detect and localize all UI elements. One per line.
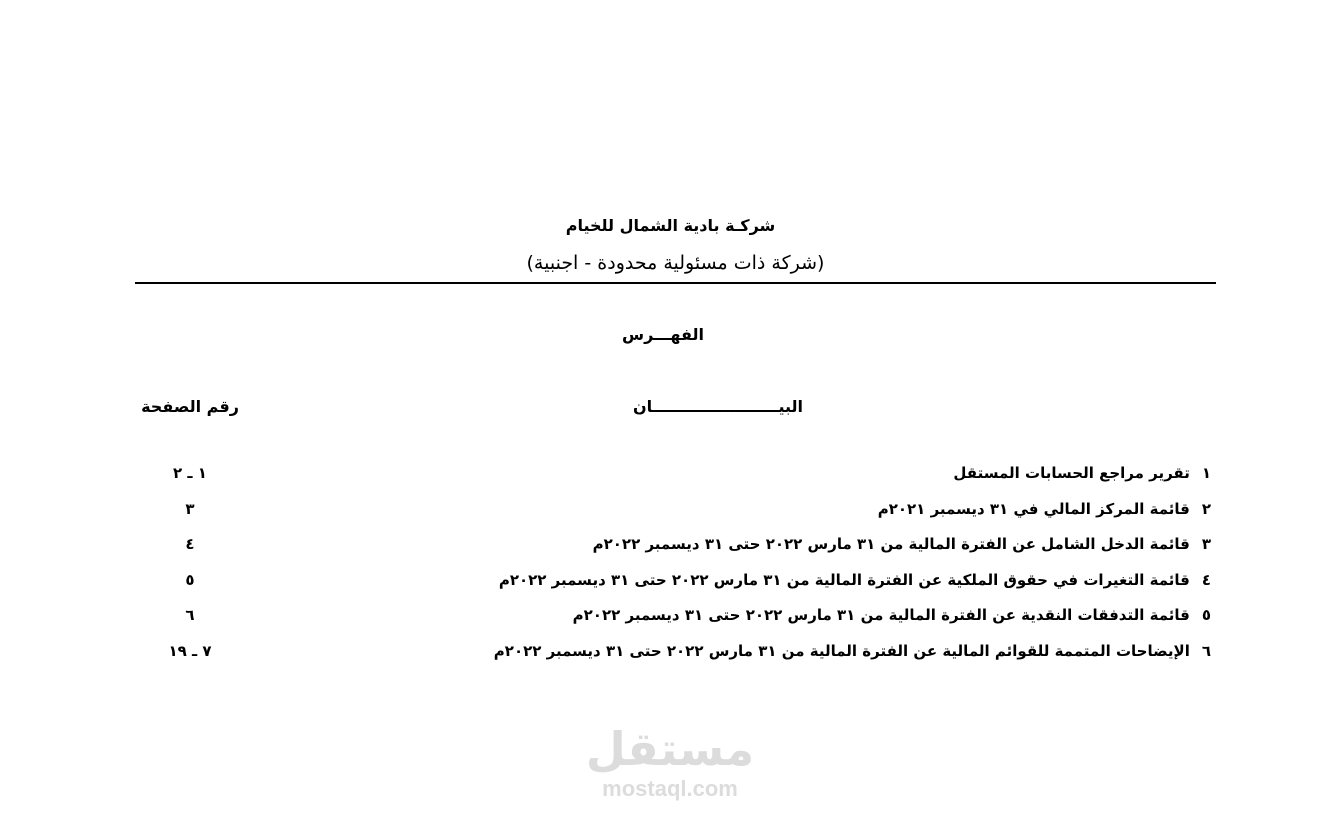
toc-item-number: ٥ — [1201, 606, 1211, 624]
toc-item-page: ٧ ـ ١٩ — [168, 641, 212, 660]
mostaql-watermark — [560, 722, 780, 802]
toc-item-statement — [499, 571, 1211, 589]
toc-item-number: ٦ — [1201, 641, 1211, 660]
toc-item-label: قائمة التدفقات النقدية عن الفترة المالية من ٣١ مارس ٢٠٢٢ حتى ٣١ ديسمبر ٢٠٢٢م — [572, 606, 1190, 624]
toc-item-label: قائمة المركز المالي في ٣١ ديسمبر ٢٠٢١م — [877, 499, 1190, 518]
toc-item-page: ١ ـ ٢ — [173, 464, 207, 482]
toc-item — [135, 535, 1211, 571]
column-header-page-number: رقم الصفحة — [141, 397, 239, 416]
toc-item-statement — [878, 500, 1211, 518]
toc-item-number: ١ — [1201, 464, 1211, 482]
toc-item-number: ٣ — [1201, 535, 1211, 553]
toc-item-page: ٥ — [185, 570, 195, 589]
column-header-statement: البيـــــــــــــــــــــــان — [633, 397, 803, 416]
toc-item-page: ٦ — [185, 606, 195, 624]
toc-item-statement — [953, 464, 1211, 482]
toc-item-statement — [494, 642, 1211, 660]
toc-item — [135, 500, 1211, 536]
toc-item-label: تقرير مراجع الحسابات المستقل — [953, 464, 1190, 482]
toc-item — [135, 571, 1211, 607]
company-name: شركـة بادية الشمال للخيام — [565, 216, 776, 235]
toc-item — [135, 606, 1211, 642]
toc-item-number: ٤ — [1201, 570, 1211, 589]
toc-item-number: ٢ — [1201, 499, 1211, 518]
mostaql-url: mostaql.com — [602, 776, 738, 801]
toc-item-page: ٤ — [185, 535, 195, 553]
toc-item-statement — [593, 535, 1211, 553]
mostaql-logo: مستقل — [585, 722, 755, 776]
toc-item-statement — [573, 606, 1211, 624]
toc-title: الفهـــرس — [621, 325, 704, 344]
toc-item-label: قائمة التغيرات في حقوق الملكية عن الفترة المالية من ٣١ مارس ٢٠٢٢ حتى ٣١ ديسمبر ٢٠٢٢م — [498, 570, 1190, 589]
toc-list — [135, 464, 1211, 677]
toc-item-label: الإيضاحات المتممة للقوائم المالية عن الفترة المالية من ٣١ مارس ٢٠٢٢ حتى ٣١ ديسمبر ٢٠٢٢م — [493, 641, 1190, 660]
toc-item-label: قائمة الدخل الشامل عن الفترة المالية من ٣١ مارس ٢٠٢٢ حتى ٣١ ديسمبر ٢٠٢٢م — [592, 535, 1190, 553]
toc-item — [135, 464, 1211, 500]
company-type: (شركة ذات مسئولية محدودة - اجنبية) — [526, 252, 825, 274]
header-divider — [135, 282, 1216, 284]
toc-item-page: ٣ — [185, 499, 195, 518]
toc-item — [135, 642, 1211, 678]
